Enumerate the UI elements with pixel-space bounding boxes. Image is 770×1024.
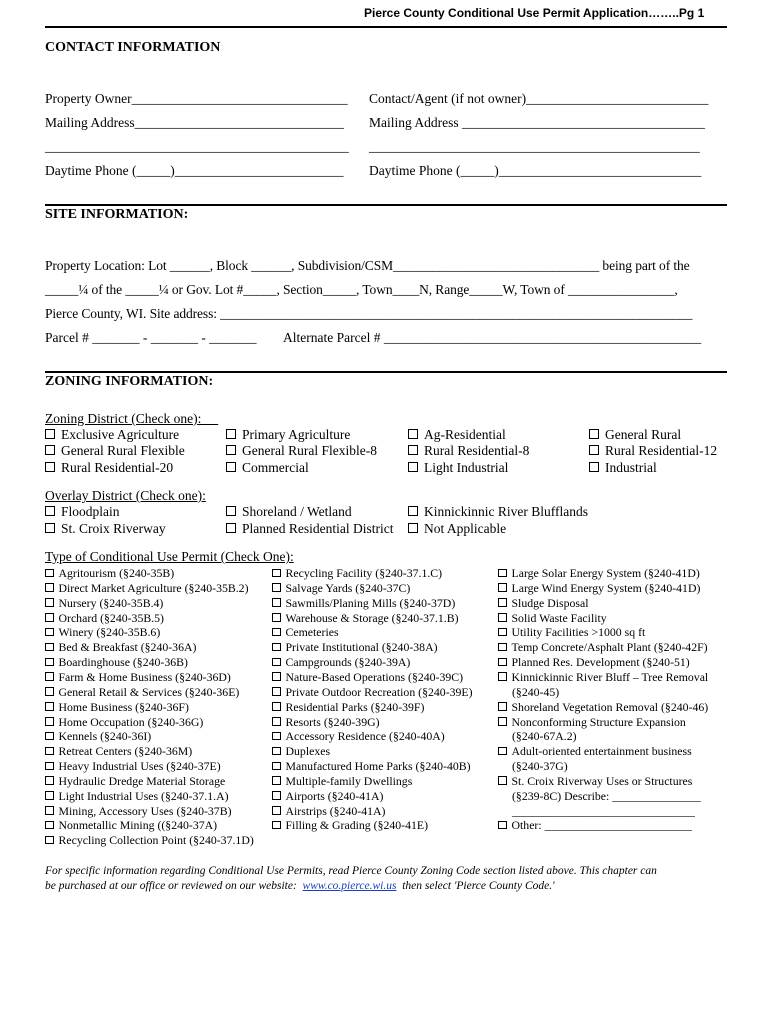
checkbox-icon[interactable] bbox=[498, 583, 507, 592]
checkbox-icon[interactable] bbox=[498, 658, 507, 667]
checkbox-icon[interactable] bbox=[226, 523, 236, 533]
cup-option-label: Kennels (§240-36I) bbox=[58, 729, 152, 744]
cup-option-label: Warehouse & Storage (§240-37.1.B) bbox=[285, 610, 459, 625]
checkbox-icon[interactable] bbox=[498, 672, 507, 681]
checkbox-icon[interactable] bbox=[498, 613, 507, 622]
cup-option-label: Other: _________________________ bbox=[511, 818, 693, 833]
quarter-section-field[interactable]: _____¼ of the _____¼ or Gov. Lot #_____, Section_____, Town____N, Range_____W, Town of ________________, bbox=[45, 282, 678, 297]
mailing-address-field[interactable]: Mailing Address_______________________________ bbox=[45, 115, 344, 130]
cup-option[interactable] bbox=[272, 804, 385, 819]
zoning-option[interactable]: Ag-Residential bbox=[408, 427, 506, 443]
cup-option-label: Home Business (§240-36F) bbox=[58, 699, 189, 714]
overlay-option[interactable]: Shoreland / Wetland bbox=[226, 504, 352, 520]
cup-option-label: Airstrips (§240-41A) bbox=[285, 803, 386, 818]
cup-option-label: Nonconforming Structure Expansion bbox=[511, 714, 686, 729]
checkbox-icon[interactable] bbox=[272, 791, 281, 800]
cup-option bbox=[512, 759, 568, 774]
checkbox-icon[interactable] bbox=[226, 445, 236, 455]
checkbox-icon[interactable] bbox=[589, 429, 599, 439]
cup-option[interactable] bbox=[45, 685, 239, 700]
cup-option[interactable] bbox=[272, 655, 410, 670]
checkbox-icon[interactable] bbox=[45, 672, 54, 681]
cup-option[interactable] bbox=[272, 715, 380, 730]
checkbox-icon[interactable] bbox=[272, 643, 281, 652]
checkbox-icon[interactable] bbox=[272, 821, 281, 830]
checkbox-icon[interactable] bbox=[45, 506, 55, 516]
checkbox-icon[interactable] bbox=[45, 702, 54, 711]
checkbox-icon[interactable] bbox=[45, 429, 55, 439]
cup-option-label: Heavy Industrial Uses (§240-37E) bbox=[58, 759, 221, 774]
checkbox-icon[interactable] bbox=[272, 806, 281, 815]
cup-option[interactable] bbox=[272, 700, 424, 715]
cup-option[interactable] bbox=[498, 774, 692, 789]
checkbox-icon[interactable] bbox=[45, 776, 54, 785]
checkbox-icon[interactable] bbox=[272, 717, 281, 726]
cup-option[interactable] bbox=[498, 818, 692, 833]
checkbox-icon[interactable] bbox=[45, 523, 55, 533]
cup-option[interactable] bbox=[272, 670, 463, 685]
checkbox-icon[interactable] bbox=[272, 598, 281, 607]
cup-option-label: Recycling Facility (§240-37.1.C) bbox=[285, 566, 443, 580]
cup-option-label: Recycling Collection Point (§240-37.1D) bbox=[58, 833, 254, 848]
cup-option[interactable] bbox=[498, 566, 700, 581]
cup-option-label: Duplexes bbox=[285, 744, 331, 759]
site-address-field[interactable]: Pierce County, WI. Site address: _______________________________________________________________________ bbox=[45, 306, 693, 321]
checkbox-icon[interactable] bbox=[45, 747, 54, 756]
checkbox-icon[interactable] bbox=[45, 583, 54, 592]
checkbox-icon[interactable] bbox=[498, 569, 507, 578]
cup-option-label: Temp Concrete/Asphalt Plant (§240-42F) bbox=[511, 640, 708, 655]
section-rule bbox=[45, 204, 727, 206]
checkbox-icon[interactable] bbox=[498, 717, 507, 726]
cup-option-label: Solid Waste Facility bbox=[511, 610, 607, 625]
checkbox-icon[interactable] bbox=[226, 429, 236, 439]
checkbox-icon[interactable] bbox=[45, 791, 54, 800]
cup-option[interactable] bbox=[45, 625, 160, 640]
checkbox-icon[interactable] bbox=[45, 687, 54, 696]
cup-option[interactable] bbox=[272, 581, 410, 596]
cup-option-label: General Retail & Services (§240-36E) bbox=[58, 684, 240, 699]
overlay-district-label: Overlay District (Check one): bbox=[45, 488, 206, 503]
zoning-option[interactable]: Rural Residential-20 bbox=[45, 460, 173, 476]
zoning-option[interactable]: General Rural Flexible bbox=[45, 443, 185, 459]
zoning-option[interactable]: Rural Residential-12 bbox=[589, 443, 717, 459]
parcel-number-field[interactable]: Parcel # _______ - _______ - _______ bbox=[45, 330, 257, 345]
cup-option[interactable] bbox=[498, 744, 692, 759]
cup-option-label: Nonmetallic Mining ((§240-37A) bbox=[58, 818, 218, 833]
cup-option[interactable] bbox=[272, 789, 383, 804]
cup-option-label: St. Croix Riverway Uses or Structures bbox=[511, 773, 693, 788]
cup-option[interactable] bbox=[272, 685, 473, 700]
checkbox-icon[interactable] bbox=[45, 569, 54, 578]
zoning-option[interactable]: General Rural Flexible-8 bbox=[226, 443, 377, 459]
cup-option-label: Cemeteries bbox=[285, 625, 339, 640]
checkbox-icon[interactable] bbox=[45, 598, 54, 607]
checkbox-icon[interactable] bbox=[498, 643, 507, 652]
checkbox-icon[interactable] bbox=[272, 732, 281, 741]
property-location-field[interactable]: Property Location: Lot ______, Block ______, Subdivision/CSM_______________________________ being part of the bbox=[45, 258, 690, 273]
overlay-option[interactable]: Planned Residential District bbox=[226, 521, 393, 537]
overlay-option[interactable]: St. Croix Riverway bbox=[45, 521, 166, 537]
cup-option[interactable] bbox=[272, 596, 455, 611]
cup-option[interactable] bbox=[45, 655, 188, 670]
overlay-option[interactable]: Floodplain bbox=[45, 504, 120, 520]
cup-option-label: Accessory Residence (§240-40A) bbox=[285, 729, 445, 744]
cup-option-label: Shoreland Vegetation Removal (§240-46) bbox=[511, 699, 709, 714]
cup-option[interactable] bbox=[45, 670, 231, 685]
cup-option-label: Manufactured Home Parks (§240-40B) bbox=[285, 759, 471, 774]
cup-option bbox=[512, 804, 695, 819]
zoning-district-label: Zoning District (Check one): bbox=[45, 411, 219, 426]
cup-option[interactable] bbox=[498, 581, 700, 596]
checkbox-icon[interactable] bbox=[272, 613, 281, 622]
cup-option-label: Home Occupation (§240-36G) bbox=[58, 714, 204, 729]
cup-option-label: Multiple-family Dwellings bbox=[285, 773, 413, 788]
cup-option[interactable] bbox=[45, 789, 229, 804]
agent-daytime-phone-field[interactable]: Daytime Phone (_____)______________________________ bbox=[369, 163, 702, 178]
cup-option-label: Bed & Breakfast (§240-36A) bbox=[58, 640, 197, 655]
cup-option-label: Orchard (§240-35B.5) bbox=[58, 610, 164, 625]
cup-option[interactable] bbox=[45, 700, 189, 715]
header-rule bbox=[45, 26, 727, 28]
site-heading: SITE INFORMATION: bbox=[45, 207, 189, 222]
cup-option-label: Boardinghouse (§240-36B) bbox=[58, 655, 188, 670]
cup-option-label: Adult-oriented entertainment business bbox=[511, 744, 692, 759]
cup-option[interactable] bbox=[498, 611, 607, 626]
cup-option[interactable] bbox=[45, 715, 203, 730]
checkbox-icon[interactable] bbox=[272, 747, 281, 756]
checkbox-icon[interactable] bbox=[45, 806, 54, 815]
daytime-phone-field[interactable]: Daytime Phone (_____)_________________________ bbox=[45, 163, 344, 178]
checkbox-icon[interactable] bbox=[498, 598, 507, 607]
cup-option[interactable] bbox=[45, 759, 221, 774]
cup-option-label: Large Wind Energy System (§240-41D) bbox=[511, 580, 701, 595]
cup-option-label: Winery (§240-35B.6) bbox=[58, 625, 161, 640]
checkbox-icon[interactable] bbox=[498, 747, 507, 756]
overlay-option[interactable]: Kinnickinnic River Blufflands bbox=[408, 504, 588, 520]
cup-option-label: Utility Facilities >1000 sq ft bbox=[511, 625, 646, 640]
overlay-option[interactable]: Not Applicable bbox=[408, 521, 506, 537]
zoning-option[interactable]: General Rural bbox=[589, 427, 681, 443]
cup-option-label: Mining, Accessory Uses (§240-37B) bbox=[58, 803, 232, 818]
cup-option[interactable] bbox=[45, 566, 174, 581]
cup-option-label: Resorts (§240-39G) bbox=[285, 714, 380, 729]
cup-option-label: Private Outdoor Recreation (§240-39E) bbox=[285, 684, 473, 699]
cup-option-label: Large Solar Energy System (§240-41D) bbox=[511, 566, 700, 580]
checkbox-icon[interactable] bbox=[45, 462, 55, 472]
zoning-heading: ZONING INFORMATION: bbox=[45, 374, 214, 389]
checkbox-icon[interactable] bbox=[272, 658, 281, 667]
cup-option-label: Kinnickinnic River Bluff – Tree Removal bbox=[511, 669, 709, 684]
cup-option[interactable] bbox=[272, 744, 330, 759]
cup-option[interactable] bbox=[498, 625, 645, 640]
cup-option[interactable] bbox=[272, 774, 412, 789]
zoning-option[interactable]: Primary Agriculture bbox=[226, 427, 350, 443]
checkbox-icon[interactable] bbox=[408, 429, 418, 439]
checkbox-icon[interactable] bbox=[589, 445, 599, 455]
footer-note-line1: For specific information regarding Conditional Use Permits, read Pierce County Zoning Code section listed above. This chapter can bbox=[45, 865, 657, 877]
cup-option[interactable] bbox=[498, 715, 686, 730]
checkbox-icon[interactable] bbox=[408, 462, 418, 472]
cup-option[interactable] bbox=[45, 729, 151, 744]
checkbox-icon[interactable] bbox=[498, 702, 507, 711]
checkbox-icon[interactable] bbox=[408, 445, 418, 455]
checkbox-icon[interactable] bbox=[45, 717, 54, 726]
cup-option bbox=[512, 789, 701, 804]
cup-option[interactable] bbox=[45, 774, 225, 789]
checkbox-icon[interactable] bbox=[45, 732, 54, 741]
checkbox-icon[interactable] bbox=[45, 628, 54, 637]
checkbox-icon[interactable] bbox=[45, 836, 54, 845]
checkbox-icon[interactable] bbox=[498, 776, 507, 785]
cup-option-label: Private Institutional (§240-38A) bbox=[285, 640, 438, 655]
agent-mailing-address-field[interactable]: Mailing Address ____________________________________ bbox=[369, 115, 705, 130]
zoning-option[interactable]: Rural Residential-8 bbox=[408, 443, 529, 459]
cup-option[interactable] bbox=[272, 640, 438, 655]
cup-option-label: Sludge Disposal bbox=[511, 595, 589, 610]
checkbox-icon[interactable] bbox=[45, 658, 54, 667]
cup-option-label: (§240-37G) bbox=[512, 759, 568, 774]
cup-option[interactable] bbox=[45, 833, 254, 848]
zoning-option[interactable]: Light Industrial bbox=[408, 460, 508, 476]
checkbox-icon[interactable] bbox=[408, 523, 418, 533]
cup-option[interactable] bbox=[272, 818, 428, 833]
cup-option[interactable] bbox=[45, 818, 217, 833]
checkbox-icon[interactable] bbox=[498, 628, 507, 637]
checkbox-icon[interactable] bbox=[226, 506, 236, 516]
cup-option-label: Planned Res. Development (§240-51) bbox=[511, 655, 690, 670]
cup-option-label: Direct Market Agriculture (§240-35B.2) bbox=[58, 580, 249, 595]
property-owner-field[interactable]: Property Owner________________________________ bbox=[45, 91, 348, 106]
cup-option bbox=[512, 685, 559, 700]
cup-option[interactable] bbox=[498, 640, 708, 655]
footer-note-line2: be purchased at our office or reviewed on our website: www.co.pierce.wi.us then select 'Pierce County Code.' bbox=[45, 880, 555, 892]
cup-option[interactable] bbox=[45, 581, 249, 596]
cup-option-label: _______________________________ bbox=[512, 803, 695, 818]
cup-option-label: Agritourism (§240-35B) bbox=[58, 566, 175, 580]
cup-option bbox=[512, 729, 577, 744]
cup-option-label: Retreat Centers (§240-36M) bbox=[58, 744, 193, 759]
cup-type-label: Type of Conditional Use Permit (Check One): bbox=[45, 549, 294, 564]
mailing-address-line2-field[interactable]: _____________________________________________ bbox=[45, 139, 349, 154]
checkbox-icon[interactable] bbox=[226, 462, 236, 472]
cup-option[interactable] bbox=[498, 700, 708, 715]
cup-option-label: Nursery (§240-35B.4) bbox=[58, 595, 164, 610]
cup-option-label: Airports (§240-41A) bbox=[285, 788, 384, 803]
cup-option-label: (§240-67A.2) bbox=[512, 729, 577, 744]
checkbox-icon[interactable] bbox=[45, 613, 54, 622]
checkbox-icon[interactable] bbox=[272, 702, 281, 711]
checkbox-icon[interactable] bbox=[589, 462, 599, 472]
cup-option-label: Filling & Grading (§240-41E) bbox=[285, 818, 429, 833]
cup-option[interactable] bbox=[45, 744, 192, 759]
cup-option-label: (§239-8C) Describe: _______________ bbox=[512, 788, 701, 803]
checkbox-icon[interactable] bbox=[45, 762, 54, 771]
contact-heading: CONTACT INFORMATION bbox=[45, 40, 221, 55]
cup-option[interactable] bbox=[272, 625, 339, 640]
cup-option-label: Sawmills/Planing Mills (§240-37D) bbox=[285, 595, 456, 610]
alternate-parcel-field[interactable]: Alternate Parcel # _______________________________________________ bbox=[283, 330, 702, 345]
checkbox-icon[interactable] bbox=[272, 776, 281, 785]
cup-option[interactable] bbox=[498, 596, 589, 611]
cup-option[interactable] bbox=[45, 640, 196, 655]
zoning-option[interactable]: Commercial bbox=[226, 460, 309, 476]
website-link[interactable]: www.co.pierce.wi.us bbox=[302, 880, 397, 892]
zoning-option[interactable]: Industrial bbox=[589, 460, 657, 476]
checkbox-icon[interactable] bbox=[272, 569, 281, 578]
cup-option[interactable] bbox=[45, 611, 164, 626]
checkbox-icon[interactable] bbox=[408, 506, 418, 516]
cup-option[interactable] bbox=[272, 611, 459, 626]
checkbox-icon[interactable] bbox=[272, 628, 281, 637]
cup-option[interactable] bbox=[272, 729, 445, 744]
checkbox-icon[interactable] bbox=[272, 583, 281, 592]
checkbox-icon[interactable] bbox=[272, 762, 281, 771]
cup-option-label: Campgrounds (§240-39A) bbox=[285, 655, 411, 670]
checkbox-icon[interactable] bbox=[272, 687, 281, 696]
cup-option[interactable] bbox=[498, 670, 708, 685]
checkbox-icon[interactable] bbox=[45, 643, 54, 652]
checkbox-icon[interactable] bbox=[272, 672, 281, 681]
cup-option[interactable] bbox=[272, 759, 471, 774]
section-rule bbox=[45, 371, 727, 373]
cup-option-label: Residential Parks (§240-39F) bbox=[285, 699, 425, 714]
page-header-title: Pierce County Conditional Use Permit Application……..Pg 1 bbox=[364, 6, 705, 20]
cup-option[interactable] bbox=[272, 566, 442, 581]
checkbox-icon[interactable] bbox=[498, 821, 507, 830]
zoning-option[interactable]: Exclusive Agriculture bbox=[45, 427, 179, 443]
cup-option-label: (§240-45) bbox=[512, 684, 560, 699]
cup-option-label: Light Industrial Uses (§240-37.1.A) bbox=[58, 788, 229, 803]
checkbox-icon[interactable] bbox=[45, 445, 55, 455]
agent-mailing-address-line2-field[interactable]: _________________________________________________ bbox=[369, 139, 700, 154]
cup-option-label: Farm & Home Business (§240-36D) bbox=[58, 669, 231, 684]
cup-option[interactable] bbox=[498, 655, 690, 670]
cup-option[interactable] bbox=[45, 804, 232, 819]
cup-option-label: Salvage Yards (§240-37C) bbox=[285, 580, 411, 595]
cup-option[interactable] bbox=[45, 596, 163, 611]
contact-agent-field[interactable]: Contact/Agent (if not owner)___________________________ bbox=[369, 91, 709, 106]
checkbox-icon[interactable] bbox=[45, 821, 54, 830]
cup-option-label: Nature-Based Operations (§240-39C) bbox=[285, 669, 464, 684]
cup-option-label: Hydraulic Dredge Material Storage bbox=[58, 773, 226, 788]
